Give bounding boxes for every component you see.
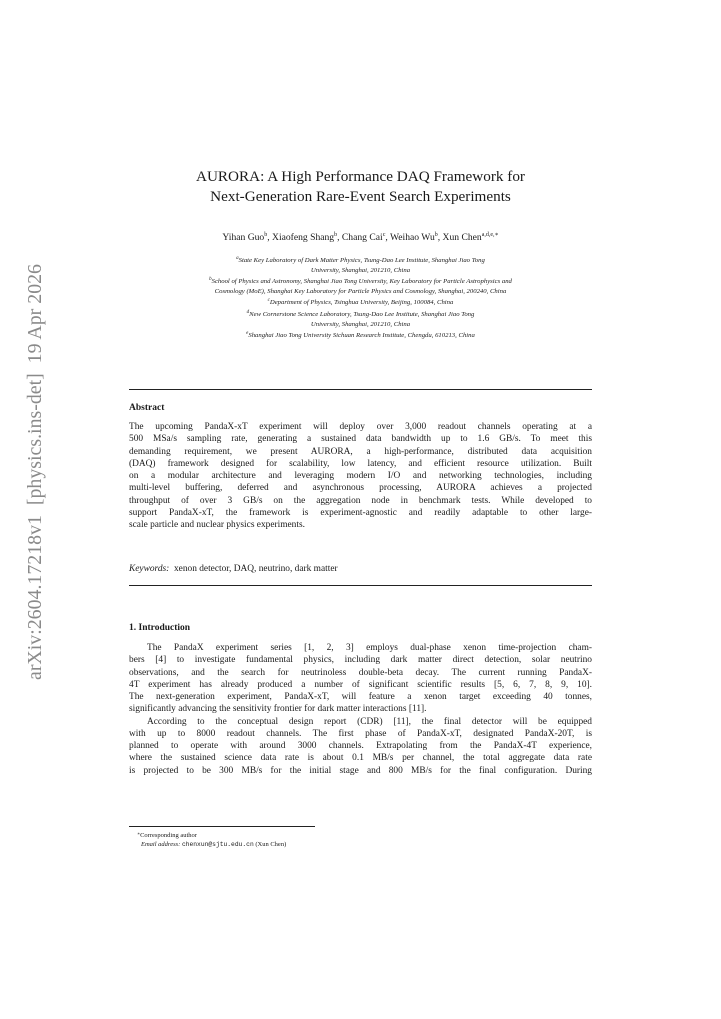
affiliation <box>120 308 601 320</box>
abstract-line: scale particle and nuclear physics experiments. <box>129 520 305 530</box>
abstract-body <box>129 421 592 531</box>
affiliation-line: Shanghai Jiao Tong University Sichuan Research Institute, Chengdu, 610213, China <box>248 332 475 340</box>
body-line: is projected to be 300 MB/s for the initial stage and 800 MB/s for the final configuration. During <box>129 765 592 776</box>
email-owner: (Xun Chen) <box>253 841 287 848</box>
abstract-line: The upcoming PandaX-xT experiment will deploy over 3,000 readout channels operating at a <box>129 422 592 432</box>
affiliation-line: University, Shanghai, 201210, China <box>310 266 411 274</box>
body-line: planned to operate with around 3000 channels. Extrapolating from the PandaX-4T experience, <box>129 741 592 751</box>
abstract-line: on a modular architecture and leveraging modern I/O and networking technologies, including <box>129 471 592 481</box>
body-line: According to the conceptual design report (CDR) [11], the final detector will be equipped <box>147 716 592 727</box>
keywords-label: Keywords: <box>129 564 170 574</box>
footnote-rule <box>129 826 315 827</box>
abstract-line: 500 MSa/s sampling rate, generating a sustained data bandwidth up to 1.6 GB/s. To meet this <box>129 434 592 445</box>
affiliation-marker: e <box>246 331 249 337</box>
affiliation-line: State Key Laboratory of Dark Matter Physics, Tsung-Dao Lee Institute, Shanghai Jiao Tong <box>238 257 485 264</box>
email-link[interactable]: chenxun@sjtu.edu.cn <box>181 841 254 848</box>
affiliation-line: Cosmology (MoE), Shanghai Key Laboratory for Particle Physics and Cosmology, Shanghai, 200240, China <box>214 287 507 295</box>
abstract-heading: Abstract <box>129 403 165 413</box>
abstract-top-rule <box>129 389 592 390</box>
abstract-line: (DAQ) framework designed for scalability, low latency, and efficient resource utilization. Built <box>129 458 592 469</box>
abstract-line: throughput of over 3 GB/s on the aggregation node in benchmark tests. While developed to <box>129 495 592 506</box>
body-line: where the sustained science data rate is about 0.1 MB/s per channel, the total aggregate data rate <box>129 753 592 764</box>
affiliation-marker: c <box>267 298 270 304</box>
author-affil-marker: b <box>434 232 438 238</box>
keywords-list: xenon detector, DAQ, neutrino, dark matter <box>173 564 338 574</box>
introduction-body <box>129 642 592 777</box>
arxiv-identifier: arXiv:2604.17218v1 [physics.ins-det] 19 Apr 2026 <box>25 271 46 680</box>
affiliation-line: New Cornerstone Science Laboratory, Tsung-Dao Lee Institute, Shanghai Jiao Tong <box>249 310 475 318</box>
section-heading-introduction: 1. Introduction <box>129 623 191 633</box>
affiliation-marker: d <box>246 309 250 315</box>
body-line: 4T experiment has already produced a number of significant scientific results [5, 6, 7, 8, 9, 10]. <box>129 679 592 690</box>
title-line: Next-Generation Rare-Event Search Experiments <box>210 188 511 205</box>
author-affil-marker: b <box>334 232 338 238</box>
author-name: Weihao Wu <box>389 232 435 243</box>
paper-title <box>120 167 601 207</box>
affiliation-line: University, Shanghai, 201210, China <box>310 320 411 328</box>
footnote-marker: ∗ <box>137 831 141 836</box>
author-affil-marker: c <box>382 232 386 238</box>
author-name: Xun Chen <box>442 232 482 243</box>
affiliation <box>120 329 601 341</box>
abstract-bottom-rule <box>129 585 592 586</box>
affiliation-list <box>120 254 601 341</box>
affiliation-line: School of Physics and Astronomy, Shanghai Jiao Tong University, Key Laboratory for Particle Astrophysics and <box>211 278 512 286</box>
footnote-corresponding: Corresponding author <box>140 832 197 839</box>
affiliation <box>120 296 601 308</box>
affiliation-marker: a <box>236 256 239 261</box>
affiliation <box>120 254 601 266</box>
author-name: Xiaofeng Shang <box>272 232 335 243</box>
email-label: Email address: <box>141 841 181 848</box>
affiliation <box>120 275 601 287</box>
body-line: The next-generation experiment, PandaX-xT, will feature a xenon target exceeding 40 tonnes, <box>129 692 592 702</box>
abstract-line: multi-level buffering, deferred and asynchronous processing, AURORA achieves a projected <box>129 483 592 494</box>
affiliation-line: Department of Physics, Tsinghua University, Beijing, 100084, China <box>269 299 454 307</box>
author-affil-marker: b <box>264 232 268 238</box>
abstract-line: demanding requirement, we present AURORA, a high-performance, distributed data acquisition <box>129 446 592 457</box>
author-affil-marker: a,d,e,∗ <box>481 232 499 238</box>
keywords <box>129 564 338 574</box>
footnote <box>137 829 286 849</box>
body-line: The PandaX experiment series [1, 2, 3] employs dual-phase xenon time-projection cham- <box>147 643 592 653</box>
body-line: with up to 8000 readout channels. The first phase of PandaX-xT, designated PandaX-20T, is <box>129 728 592 739</box>
author-list: Yihan Guo$^b$, Xiaofeng Shang$^b$, Chang Cai$^c$, Weihao Wu$^b$, Xun Chen$^{a,d,e,∗}$ <box>222 232 499 243</box>
author-name: Chang Cai <box>341 232 383 243</box>
body-line: observations, and the search for neutrinoless double-beta decay. The current running PandaX- <box>129 667 592 678</box>
title-line: AURORA: A High Performance DAQ Framework for <box>195 168 525 185</box>
abstract-line: support PandaX-xT, the framework is experiment-agnostic and readily adaptable to other large- <box>129 507 592 518</box>
author-name: Yihan Guo <box>222 232 265 243</box>
body-line: bers [4] to investigate fundamental physics, including dark matter direct detection, solar neutrino <box>129 655 592 666</box>
arxiv-sidebar-stamp <box>12 262 52 682</box>
body-line: significantly advancing the sensitivity frontier for dark matter interactions [11]. <box>129 704 427 715</box>
affiliation-marker: b <box>209 277 212 283</box>
